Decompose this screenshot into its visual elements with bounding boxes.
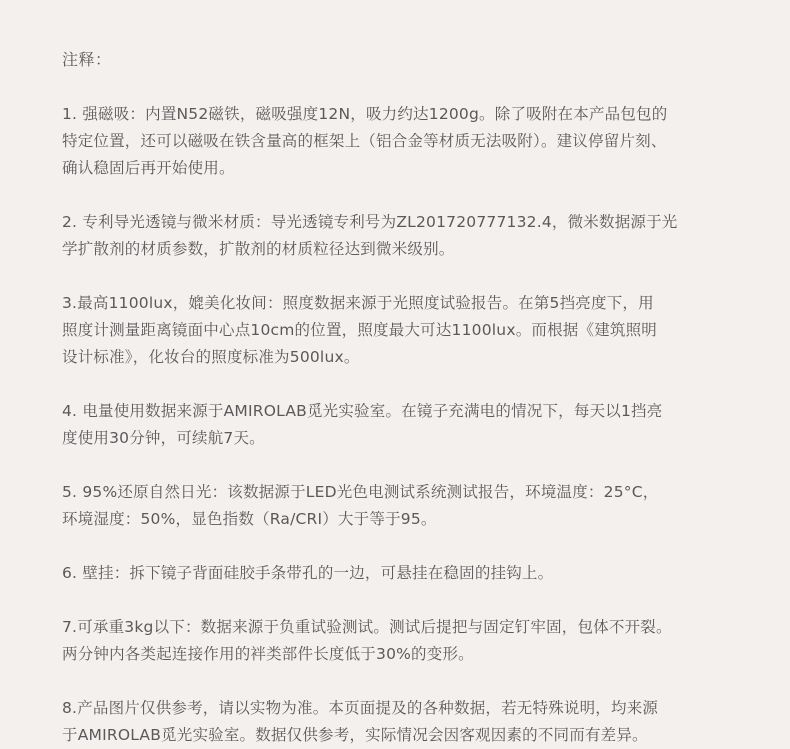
note-line: 3.最高1100lux，媲美化妆间：照度数据来源于光照度试验报告。在第5挡亮度下，用 bbox=[62, 294, 654, 312]
note-line: 4. 电量使用数据来源于AMIROLAB觅光实验室。在镜子充满电的情况下，每天以1挡亮 bbox=[62, 402, 663, 420]
note-item-4 bbox=[62, 398, 750, 452]
note-line: 8.产品图片仅供参考，请以实物为准。本页面提及的各种数据，若无特殊说明，均来源 bbox=[62, 699, 659, 717]
note-line: 环境湿度：50%，显色指数（Ra/CRI）大于等于95。 bbox=[62, 510, 437, 528]
note-item-6 bbox=[62, 560, 750, 587]
note-item-1 bbox=[62, 101, 750, 182]
note-line: 7.可承重3kg以下：数据来源于负重试验测试。测试后提把与固定钉牢固，包体不开裂。 bbox=[62, 618, 672, 636]
note-line: 6. 壁挂：拆下镜子背面硅胶手条带孔的一边，可悬挂在稳固的挂钩上。 bbox=[62, 564, 554, 582]
note-item-5 bbox=[62, 479, 750, 533]
note-item-3 bbox=[62, 290, 750, 371]
note-line: 度使用30分钟，可续航7天。 bbox=[62, 429, 265, 447]
note-line: 于AMIROLAB觅光实验室。数据仅供参考，实际情况会因客观因素的不同而有差异。 bbox=[62, 726, 648, 744]
note-line: 两分钟内各类起连接作用的袢类部件长度低于30%的变形。 bbox=[62, 645, 474, 663]
note-line: 设计标准》，化妆台的照度标准为500lux。 bbox=[62, 348, 360, 366]
note-item-8 bbox=[62, 695, 750, 749]
note-line: 5. 95%还原自然日光：该数据源于LED光色电测试系统测试报告，环境温度：25°C， bbox=[62, 483, 659, 501]
note-item-2 bbox=[62, 209, 750, 263]
note-item-7 bbox=[62, 614, 750, 668]
note-line: 特定位置，还可以磁吸在铁含量高的框架上（铝合金等材质无法吸附）。建议停留片刻、 bbox=[62, 132, 667, 150]
note-line: 1. 强磁吸：内置N52磁铁，磁吸强度12N，吸力约达1200g。除了吸附在本产品包包的 bbox=[62, 105, 668, 123]
note-line: 照度计测量距离镜面中心点10cm的位置，照度最大可达1100lux。而根据《建筑照明 bbox=[62, 321, 657, 339]
note-line: 学扩散剂的材质参数，扩散剂的材质粒径达到微米级别。 bbox=[62, 240, 455, 258]
note-line: 2. 专利导光透镜与微米材质：导光透镜专利号为ZL201720777132.4，微米数据源于光 bbox=[62, 213, 678, 231]
notes-heading: 注释： bbox=[62, 50, 112, 69]
note-line: 确认稳固后再开始使用。 bbox=[62, 159, 235, 177]
